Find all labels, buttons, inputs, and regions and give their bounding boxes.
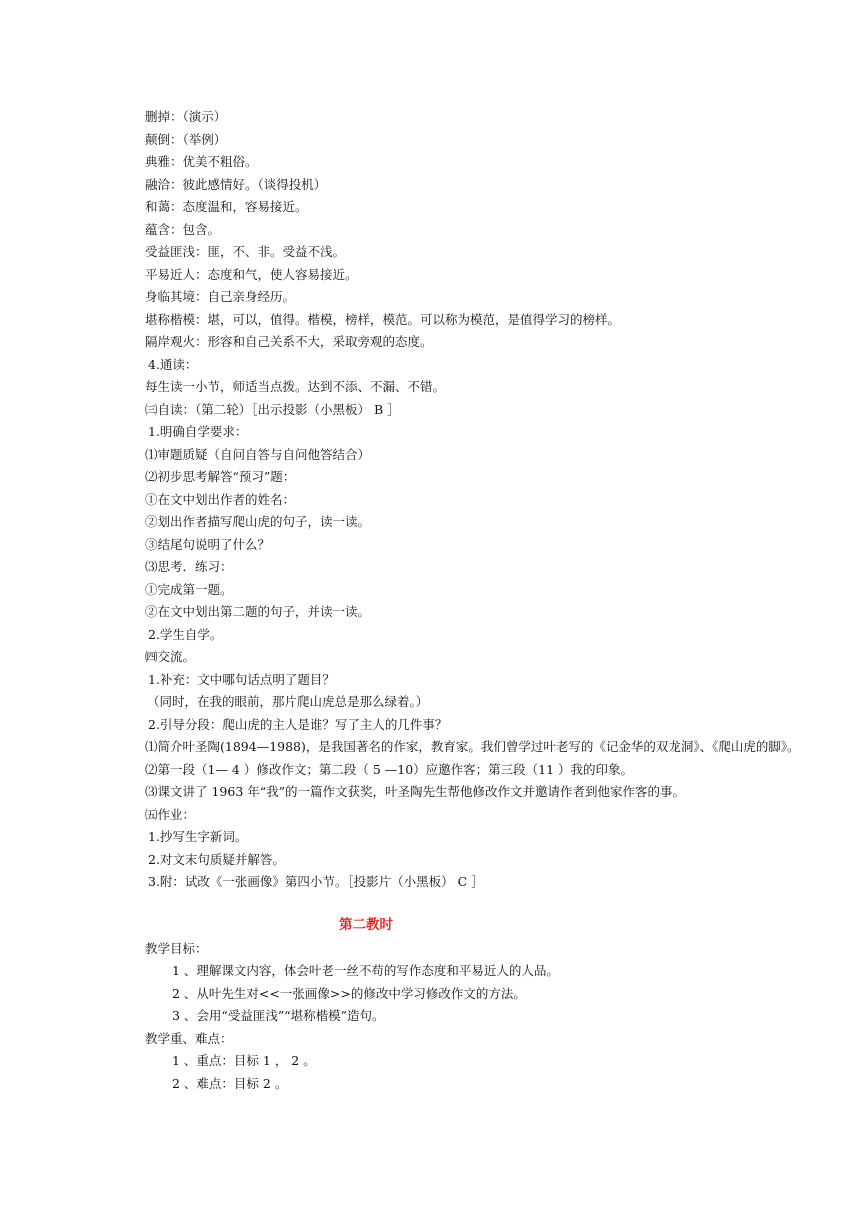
text-line: （同时，在我的眼前，那片爬山虎总是那么绿着。） xyxy=(147,694,429,709)
text-line: ②在文中划出第二题的句子，并读一读。 xyxy=(145,604,371,619)
text-line: 教学重、难点： xyxy=(145,1030,233,1046)
text-line: 2.学生自学。 xyxy=(148,626,223,642)
text-line: 删掉：（演示） xyxy=(145,109,227,124)
text-line: 融洽：彼此感情好。（谈得投机） xyxy=(145,176,327,192)
text-line: 1.抄写生字新词。 xyxy=(148,829,248,844)
text-line: 受益匪浅：匪，不、非。受益不浅。 xyxy=(145,244,346,259)
text-line: 每生读一小节，师适当点拨。达到不添、不漏、不错。 xyxy=(145,379,446,394)
text-line: 2.对文末句质疑并解答。 xyxy=(148,851,285,867)
text-line: 4.通读： xyxy=(148,356,198,372)
text-line: 1.明确自学要求： xyxy=(148,424,248,439)
text-line: ⑴审题质疑（自问自答与自问他答结合） xyxy=(145,446,371,462)
text-line: 隔岸观火：形容和自己关系不大，采取旁观的态度。 xyxy=(145,334,433,349)
text-line: ②划出作者描写爬山虎的句子，读一读。 xyxy=(145,514,371,529)
text-line: ①在文中划出作者的姓名： xyxy=(145,491,296,507)
spacer xyxy=(145,894,845,912)
text-line: ⑴简介叶圣陶(1894—1988)，是我国著名的作家，教育家。我们曾学过叶老写的《记金华的双龙洞》、《爬山虎的脚》。 xyxy=(145,739,800,754)
text-line: 平易近人：态度和气，使人容易接近。 xyxy=(145,266,358,282)
text-line: 3 、会用“受益匪浅”“堪称楷模”造句。 xyxy=(172,1008,385,1023)
text-line: 堪称楷模：堪，可以，值得。楷模，榜样，模范。可以称为模范，是值得学习的榜样。 xyxy=(145,311,621,327)
text-line: 1 、理解课文内容，体会叶老一丝不苟的写作态度和平易近人的人品。 xyxy=(172,963,559,978)
text-line: 1 、重点：目标 1 ， 2 。 xyxy=(172,1053,316,1068)
text-line: 1.补充：文中哪句话点明了题目？ xyxy=(148,671,335,687)
text-line: 身临其境：自己亲身经历。 xyxy=(145,289,296,304)
text-line: 典雅：优美不粗俗。 xyxy=(145,154,258,169)
text-line: 2 、难点：目标 2 。 xyxy=(172,1075,288,1091)
text-line: 蕴含：包含。 xyxy=(145,221,221,237)
text-line: ⑶课文讲了 1963 年“我”的一篇作文获奖，叶圣陶先生帮他修改作文并邀请作者到他家作客的事。 xyxy=(145,784,686,799)
text-line: ③结尾句说明了什么？ xyxy=(145,536,271,552)
lesson-text xyxy=(145,106,845,1095)
text-line: ⑵初步思考解答“预习”题： xyxy=(145,469,296,484)
text-line: 2.引导分段：爬山虎的主人是谁？写了主人的几件事？ xyxy=(148,716,448,732)
text-line: ⑵第一段（1— 4 ）修改作文；第二段（ 5 —10）应邀作客；第三段（11 ）我的印象。 xyxy=(145,761,634,777)
text-line: 和蔼：态度温和，容易接近。 xyxy=(145,199,308,214)
text-line: ㈣交流。 xyxy=(145,649,196,664)
text-line: 教学目标： xyxy=(145,940,208,956)
text-line: ①完成第一题。 xyxy=(145,581,233,597)
text-line: ㈢自读：（第二轮）［出示投影（小黑板） B ］ xyxy=(145,401,400,417)
text-line: 2 、从叶先生对<<一张画像>>的修改中学习修改作文的方法。 xyxy=(172,985,526,1001)
text-line: ⑶思考．练习： xyxy=(145,559,233,574)
text-line: 3.附：试改《一张画像》第四小节。［投影片（小黑板） C ］ xyxy=(148,874,484,889)
text-line: 颠倒：（举例） xyxy=(145,131,227,147)
section-heading: 第二教时 xyxy=(339,916,393,933)
text-line: ㈤作业： xyxy=(145,806,196,822)
